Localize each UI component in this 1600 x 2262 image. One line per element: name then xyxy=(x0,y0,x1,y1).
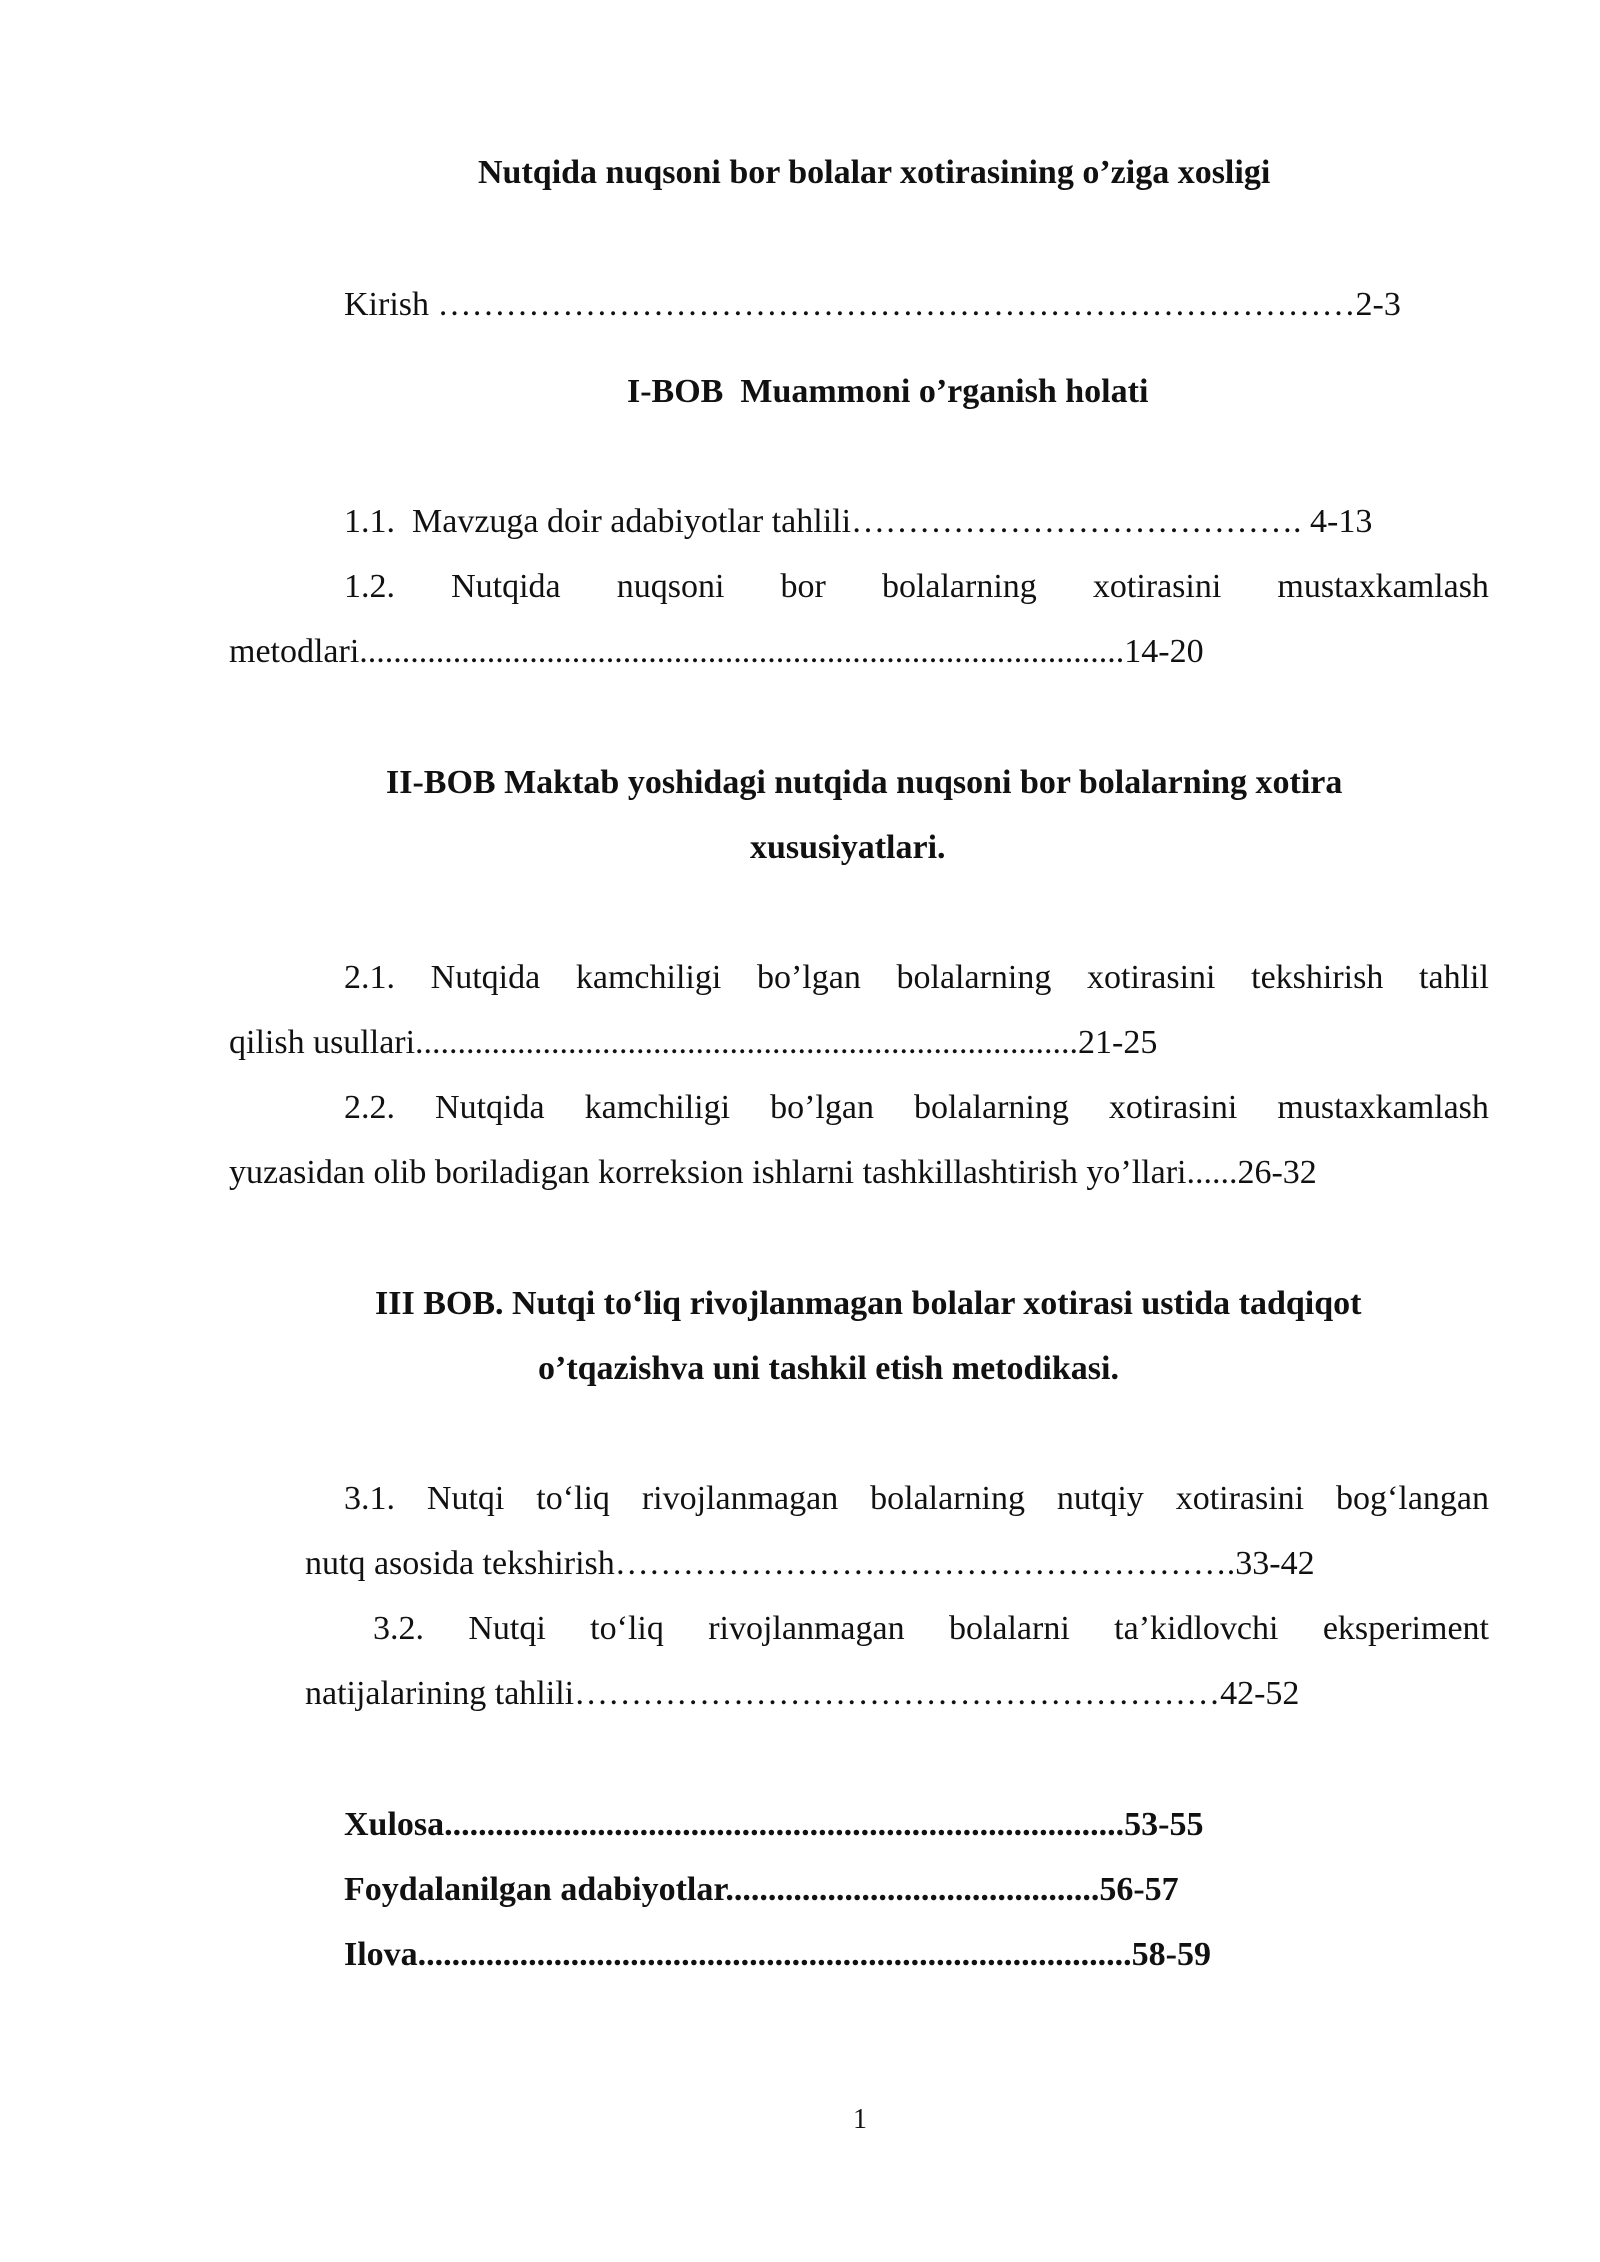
chapter-3-heading-line1: III BOB. Nutqi to‘liq rivojlanmagan bolalar xotirasi ustida tadqiqot xyxy=(375,1285,1362,1322)
toc-word: bolalarning xyxy=(896,959,1052,996)
toc-word: 3.1. xyxy=(344,1480,395,1517)
toc-entry-1-2-line1 xyxy=(344,570,1489,604)
toc-entry-3-1-line1 xyxy=(344,1482,1489,1516)
toc-entry-2-1-line1 xyxy=(344,961,1489,995)
toc-word: Nutqi xyxy=(468,1610,546,1647)
document-title: Nutqida nuqsoni bor bolalar xotirasining o’ziga xosligi xyxy=(478,154,1271,191)
toc-word: 3.2. xyxy=(373,1610,424,1647)
toc-word: 2.2. xyxy=(344,1089,395,1126)
toc-entry-2-1-line2: qilish usullari..............................................................................21-25 xyxy=(229,1024,1158,1061)
toc-entry-1-1: 1.1. Mavzuga doir adabiyotlar tahlili…………………………………. 4-13 xyxy=(344,503,1373,540)
toc-word: bo’lgan xyxy=(770,1089,874,1126)
toc-word: bolalarning xyxy=(881,568,1037,605)
toc-word: bog‘langan xyxy=(1336,1480,1489,1517)
toc-word: mustaxkamlash xyxy=(1277,568,1489,605)
toc-word: rivojlanmagan xyxy=(641,1480,839,1517)
chapter-2-heading-line1: II-BOB Maktab yoshidagi nutqida nuqsoni bor bolalarning xotira xyxy=(386,764,1343,801)
toc-entry-intro: Kirish ………………………………………………………………………2-3 xyxy=(344,286,1401,323)
toc-word: Nutqida xyxy=(435,1089,545,1126)
toc-word: tekshirish xyxy=(1251,959,1384,996)
toc-word: kamchiligi xyxy=(575,959,722,996)
toc-entry-references: Foydalanilgan adabiyotlar............................................56-57 xyxy=(344,1871,1179,1908)
toc-word: Nutqida xyxy=(451,568,561,605)
toc-entry-2-2-line1 xyxy=(344,1091,1489,1125)
toc-entry-conclusion: Xulosa................................................................................53-55 xyxy=(344,1806,1204,1843)
chapter-1-heading: I-BOB Muammoni o’rganish holati xyxy=(627,373,1149,410)
toc-word: xotirasini xyxy=(1175,1480,1305,1517)
toc-word: eksperiment xyxy=(1322,1610,1489,1647)
toc-word: bolalarning xyxy=(870,1480,1025,1517)
toc-word: to‘liq xyxy=(536,1480,610,1517)
toc-word: Nutqi xyxy=(426,1480,505,1517)
toc-word: mustaxkamlash xyxy=(1277,1089,1489,1126)
toc-word: 2.1. xyxy=(344,959,395,996)
toc-entry-1-2-line2: metodlari..........................................................................................14-20 xyxy=(229,633,1204,670)
chapter-3-heading-line2: o’tqazishva uni tashkil etish metodikasi. xyxy=(538,1350,1119,1387)
toc-word: bolalarni xyxy=(948,1610,1070,1647)
toc-word: nutqiy xyxy=(1056,1480,1144,1517)
toc-word: bo’lgan xyxy=(756,959,861,996)
page-number: 1 xyxy=(853,2104,867,2135)
toc-word: Nutqida xyxy=(430,959,541,996)
toc-word: bolalarning xyxy=(914,1089,1069,1126)
toc-entry-3-2-line2: natijalarining tahlili…………………………………………………42-52 xyxy=(305,1675,1300,1712)
toc-word: bor xyxy=(780,568,826,605)
toc-word: kamchiligi xyxy=(584,1089,731,1126)
chapter-2-heading-line2: xususiyatlari. xyxy=(750,829,946,866)
toc-word: tahlil xyxy=(1419,959,1489,996)
toc-word: to‘liq xyxy=(590,1610,664,1647)
toc-entry-3-2-line1 xyxy=(373,1612,1489,1646)
toc-word: xotirasini xyxy=(1092,568,1222,605)
toc-word: nuqsoni xyxy=(616,568,725,605)
toc-word: 1.2. xyxy=(344,568,395,605)
toc-word: ta’kidlovchi xyxy=(1114,1610,1279,1647)
toc-entry-appendix: Ilova....................................................................................58-59 xyxy=(344,1936,1211,1973)
toc-word: xotirasini xyxy=(1108,1089,1238,1126)
toc-word: rivojlanmagan xyxy=(708,1610,905,1647)
toc-entry-2-2-line2: yuzasidan olib boriladigan korreksion ishlarni tashkillashtirish yo’llari......26-32 xyxy=(229,1154,1317,1191)
toc-entry-3-1-line2: nutq asosida tekshirish……………………………………………….33-42 xyxy=(305,1545,1315,1582)
toc-word: xotirasini xyxy=(1087,959,1216,996)
